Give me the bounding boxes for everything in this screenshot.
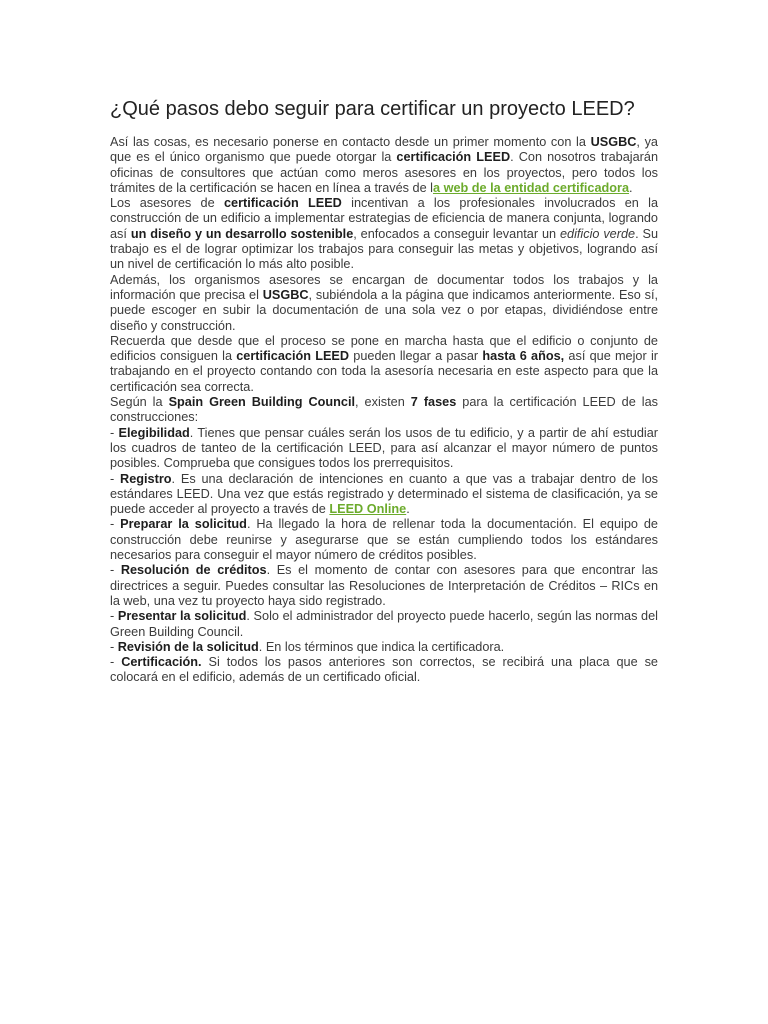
text-run: . Tienes que pensar cuáles serán los usos de tu edificio, y a partir de ahí estudiar los cuadros de tanteo de la certificación LEED, para así alcanzar el mayor número de puntos posibles. Comprueba que consigues todos los prerrequisitos.: [110, 425, 658, 471]
bold-text: Registro: [120, 471, 172, 486]
text-run: . Con nosotros trabajarán oficinas de consultores que actúan como meros asesores en los proyectos, pero todos los trámites de la certificación se hacen en línea a través de l: [110, 150, 658, 195]
text-run: Además, los organismos asesores se encargan de documentar todos los trabajos y la información que precisa el: [110, 272, 658, 302]
paragraph: [110, 426, 658, 472]
entidad-certificadora-link[interactable]: a web de la entidad certificadora: [433, 180, 630, 195]
bold-text: hasta 6 años,: [482, 349, 565, 364]
text-run: . Es una declaración de intenciones en cuanto a que vas a trabajar dentro de los estándares LEED. Una vez que estás registrado y determinado el sistema de clasificación, ya se puede acceder al proyecto a través de: [110, 471, 658, 517]
text-run: Los asesores de: [110, 196, 224, 211]
text-run: , subiéndola a la página que indicamos anteriormente. Eso sí, puede escoger en subir la documentación de una sola vez o por etapas, dividiéndose entre diseño y construcción.: [110, 287, 658, 333]
bold-text: Spain Green Building Council: [168, 395, 356, 410]
paragraph: [110, 273, 658, 334]
text-run: para la certificación LEED de las construcciones:: [110, 395, 659, 425]
text-run: incentivan a los profesionales involucrados en la construcción de un edificio a implementar estrategias de eficiencia de manera conjunta, logrando así: [110, 196, 659, 241]
bold-text: USGBC: [262, 287, 309, 302]
text-run: . Su trabajo es el de lograr optimizar los trabajos para conseguir las metas y objetivos, logrando así un nivel de certificación lo más alto posible.: [110, 226, 659, 272]
bold-text: 7 fases: [410, 395, 457, 410]
bold-text: certificación LEED: [396, 150, 511, 165]
text-run: -: [110, 609, 118, 624]
paragraph: [110, 472, 658, 518]
bold-text: Certificación.: [121, 655, 202, 670]
paragraph: [110, 563, 658, 609]
article: [110, 98, 658, 686]
bold-text: Preparar la solicitud: [120, 517, 247, 532]
text-run: . Ha llegado la hora de rellenar toda la documentación. El equipo de construcción debe reunirse y asegurarse que se están cumpliendo todos los estándares necesarios para conseguir el mayor número de créditos posibles.: [110, 517, 658, 563]
text-run: -: [110, 639, 118, 654]
text-run: , ya que es el único organismo que puede otorgar la: [110, 135, 658, 165]
paragraph: [110, 334, 658, 395]
paragraph: [110, 196, 658, 272]
paragraph: [110, 655, 658, 686]
text-run: -: [110, 517, 121, 532]
text-run: Según la: [110, 395, 169, 410]
text-run: -: [110, 655, 122, 670]
text-run: .: [629, 180, 633, 195]
text-run: pueden llegar a pasar: [349, 349, 483, 364]
bold-text: Revisión de la solicitud: [117, 639, 259, 654]
bold-text: USGBC: [590, 135, 637, 149]
article-title: ¿Qué pasos debo seguir para certificar un proyecto LEED?: [110, 98, 635, 120]
bold-text: Resolución de créditos: [120, 563, 267, 578]
text-run: . Solo el administrador del proyecto puede hacerlo, según las normas del Green Building Council.: [110, 609, 658, 639]
text-run: . En los términos que indica la certificadora.: [258, 639, 505, 654]
text-run: Si todos los pasos anteriores son correctos, se recibirá una placa que se colocará en el edificio, además de un certificado oficial.: [110, 655, 658, 685]
leed-online-link[interactable]: LEED Online: [329, 502, 407, 517]
text-run: -: [110, 425, 119, 440]
text-run: , enfocados a conseguir levantar un: [353, 226, 560, 241]
paragraph: [110, 135, 658, 196]
italic-text: edificio verde: [559, 226, 636, 241]
bold-text: certificación LEED: [236, 349, 350, 364]
article-body: [110, 135, 658, 686]
bold-text: certificación LEED: [223, 196, 342, 211]
text-run: , existen: [355, 395, 411, 410]
text-run: así que mejor ir trabajando en el proyecto contando con toda la asesoría necesaria en este aspecto para que la certificación sea correcta.: [110, 349, 658, 394]
text-run: . Es el momento de contar con asesores para que encontrar las directrices a seguir. Puedes consultar las Resoluciones de Interpretación de Créditos – RICs en la web, una vez tu proyecto haya sido registrado.: [110, 563, 658, 608]
text-run: Recuerda que desde que el proceso se pone en marcha hasta que el edificio o conjunto de edificios consiguen la: [110, 333, 658, 364]
paragraph: [110, 609, 658, 640]
paragraph: [110, 517, 658, 563]
bold-text: Presentar la solicitud: [117, 609, 247, 624]
bold-text: un diseño y un desarrollo sostenible: [130, 226, 354, 241]
text-run: .: [406, 502, 410, 517]
text-run: -: [110, 563, 121, 578]
bold-text: Elegibilidad: [118, 425, 190, 440]
paragraph: [110, 640, 658, 655]
paragraph: [110, 395, 658, 426]
text-run: -: [110, 471, 121, 486]
text-run: Así las cosas, es necesario ponerse en contacto desde un primer momento con la: [110, 135, 591, 149]
